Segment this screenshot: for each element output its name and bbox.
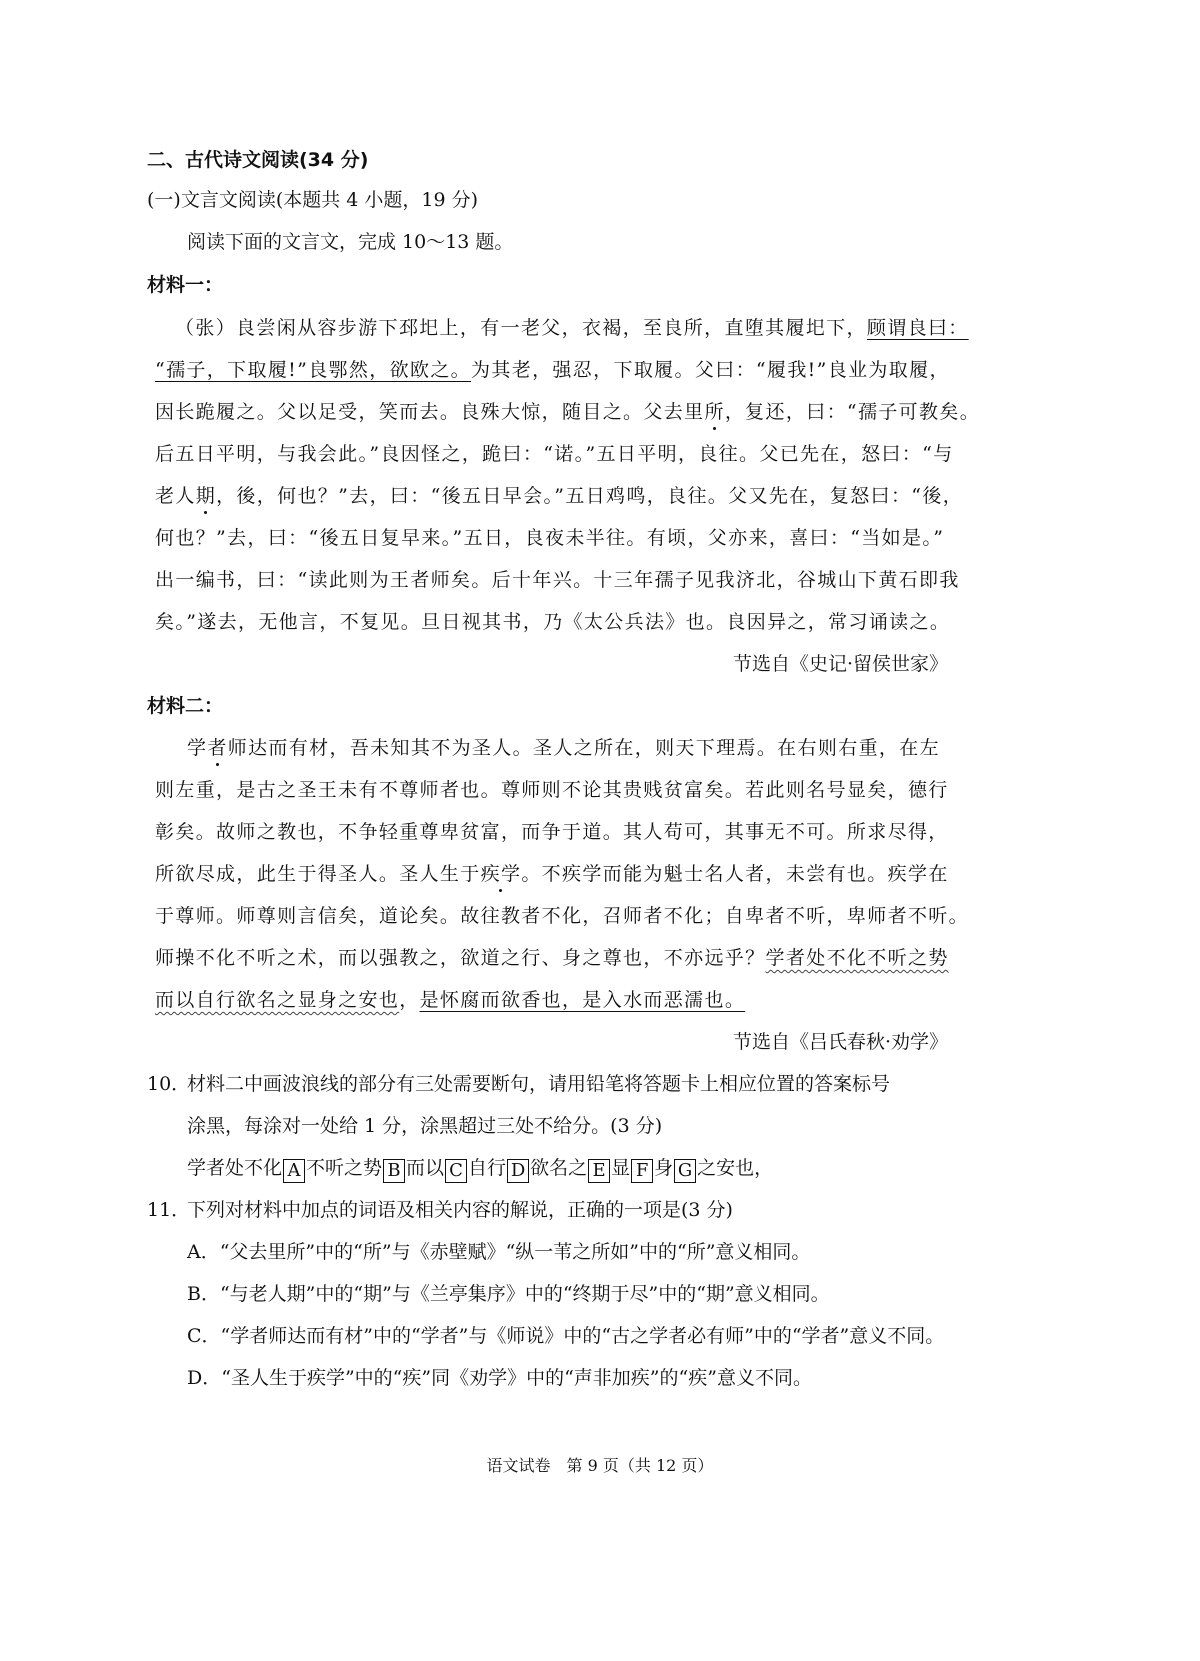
answer-box-d[interactable]: D: [507, 1159, 529, 1183]
passage-line: （张）良尝闲从容步游下邳圯上，有一老父，衣褐，至良所，直堕其履圯下，顾谓良曰：: [175, 317, 969, 339]
instruction-text: 阅读下面的文言文，完成 10～13 题。: [187, 231, 514, 253]
answer-box-g[interactable]: G: [674, 1159, 696, 1183]
option-a[interactable]: A．“父去里所”中的“所”与《赤壁赋》“纵一苇之所如”中的“所”意义相同。: [187, 1241, 811, 1263]
option-c[interactable]: C．“学者师达而有材”中的“学者”与《师说》中的“古之学者必有师”中的“学者”意义不同。: [187, 1325, 945, 1347]
dotted-word: 疾学: [480, 863, 522, 885]
material2-source: 节选自《吕氏春秋·劝学》: [732, 1031, 948, 1053]
dotted-word: 期: [195, 485, 217, 507]
material2-label: 材料二：: [147, 695, 224, 717]
option-b[interactable]: B．“与老人期”中的“期”与《兰亭集序》中的“终期于尽”中的“期”意义相同。: [187, 1283, 830, 1305]
underlined-text: “孺子，下取履!”良鄂然，欲欧之。: [155, 359, 472, 381]
sentence-break-options: 学者处不化 A 不听之势 B 而以 C 自行 D 欲名之 E 显 F 身 G 之安也，: [187, 1157, 774, 1181]
passage-line: 出一编书，曰：“读此则为王者师矣。后十年兴。十三年孺子见我济北，谷城山下黄石即我: [155, 569, 960, 591]
passage-line: 而以自行欲名之显身之安也，是怀腐而欲香也，是入水而恶濡也。: [155, 989, 746, 1011]
passage-line: 后五日平明，与我会此。”良因怪之，跪曰：“诺。”五日平明，良往。父已先在，怒曰：“与: [155, 443, 954, 465]
question-text: 涂黑，每涂对一处给 1 分，涂黑超过三处不给分。(3 分): [187, 1115, 663, 1137]
passage-line: “孺子，下取履!”良鄂然，欲欧之。为其老，强忍，下取履。父曰：“履我!”良业为取履，: [155, 359, 950, 381]
answer-box-e[interactable]: E: [588, 1159, 610, 1183]
dotted-word: 者: [207, 737, 228, 759]
subsection-title: (一)文言文阅读(本题共 4 小题，19 分): [147, 189, 479, 211]
answer-box-a[interactable]: A: [283, 1159, 305, 1183]
passage-line: 学者师达而有材，吾未知其不为圣人。圣人之所在，则天下理焉。在右则右重，在左: [187, 737, 940, 759]
passage-line: 因长跪履之。父以足受，笑而去。良殊大惊，随目之。父去里所，复还，曰：“孺子可教矣。: [155, 401, 981, 423]
page-footer: 语文试卷 第 9 页（共 12 页）: [486, 1456, 714, 1475]
passage-line: 老人期，後，何也？”去，曰：“後五日早会。”五日鸡鸣，良往。父又先在，复怒曰：“後，: [155, 485, 964, 507]
material1-source: 节选自《史记·留侯世家》: [732, 653, 948, 675]
passage-line: 师操不化不听之术，而以强教之，欲道之行、身之尊也，不亦远乎？学者处不化不听之势: [155, 947, 949, 969]
dotted-word: 所: [704, 401, 725, 423]
question-text: 下列对材料中加点的词语及相关内容的解说，正确的一项是(3 分): [187, 1199, 733, 1221]
answer-box-b[interactable]: B: [383, 1159, 405, 1183]
wavy-underlined-text: 学者处不化不听之势: [765, 947, 949, 969]
passage-line: 彰矣。故师之教也，不争轻重尊卑贫富，而争于道。其人苟可，其事无不可。所求尽得，: [155, 821, 949, 843]
section-title: 二、古代诗文阅读(34 分): [147, 149, 369, 171]
underlined-text: 是怀腐而欲香也，是入水而恶濡也。: [419, 989, 746, 1011]
passage-line: 何也？”去，曰：“後五日复早来。”五日，良夜未半往。有顷，父亦来，喜曰：“当如是。”: [155, 527, 945, 549]
material1-label: 材料一：: [147, 274, 224, 296]
option-d[interactable]: D．“圣人生于疾学”中的“疾”同《劝学》中的“声非加疾”的“疾”意义不同。: [187, 1367, 812, 1389]
passage-line: 于尊师。师尊则言信矣，道论矣。故往教者不化，召师者不化；自卑者不听，卑师者不听。: [155, 905, 970, 927]
question-number: 10．: [147, 1073, 191, 1095]
question-text: 材料二中画波浪线的部分有三处需要断句，请用铅笔将答题卡上相应位置的答案标号: [187, 1073, 891, 1095]
question-number: 11．: [147, 1199, 191, 1221]
underlined-text: 顾谓良曰：: [866, 317, 969, 339]
answer-box-f[interactable]: F: [631, 1159, 653, 1183]
answer-box-c[interactable]: C: [445, 1159, 467, 1183]
passage-line: 所欲尽成，此生于得圣人。圣人生于疾学。不疾学而能为魁士名人者，未尝有也。疾学在: [155, 863, 949, 885]
passage-line: 则左重，是古之圣王未有不尊师者也。尊师则不论其贵贱贫富矣。若此则名号显矣，德行: [155, 779, 949, 801]
passage-line: 矣。”遂去，无他言，不复见。旦日视其书，乃《太公兵法》也。良因异之，常习诵读之。: [155, 611, 951, 633]
wavy-underlined-text: 而以自行欲名之显身之安也: [155, 989, 400, 1011]
